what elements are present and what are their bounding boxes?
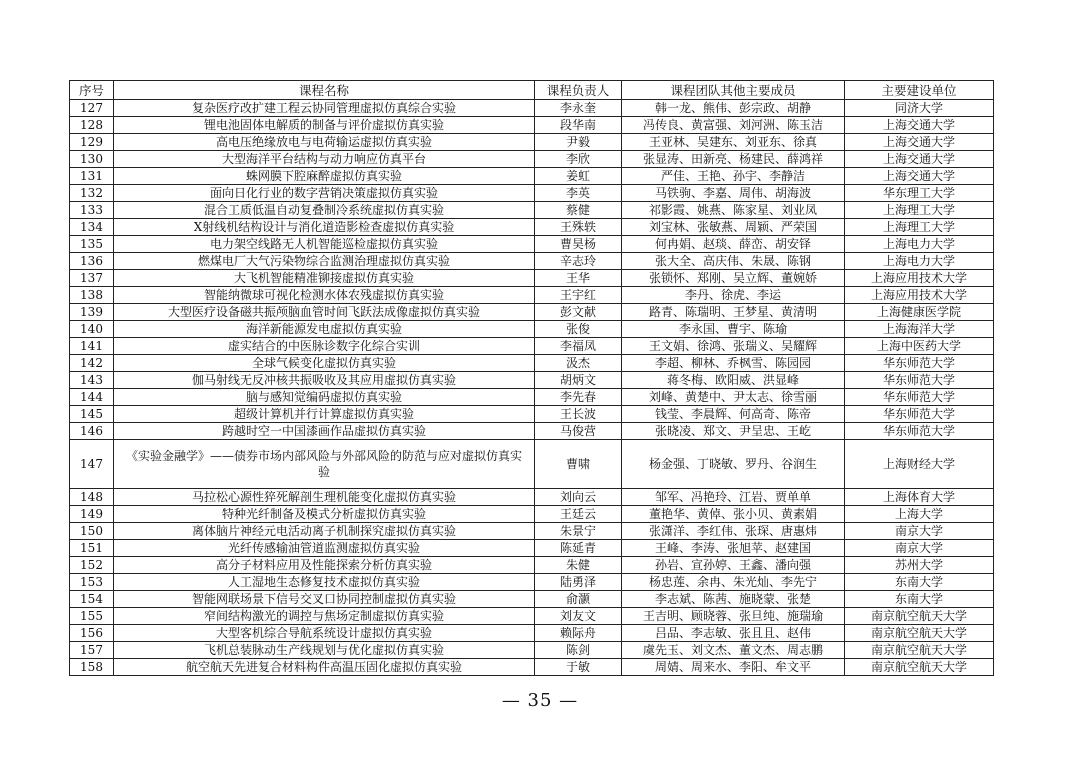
cell-institution: 上海交通大学 xyxy=(845,134,994,151)
table-row xyxy=(70,355,994,372)
cell-institution: 华东师范大学 xyxy=(845,372,994,389)
cell-course-leader: 刘友文 xyxy=(535,608,622,625)
table-row xyxy=(70,134,994,151)
cell-institution: 上海海洋大学 xyxy=(845,321,994,338)
course-table xyxy=(69,80,994,676)
cell-course-leader: 李先春 xyxy=(535,389,622,406)
cell-institution: 苏州大学 xyxy=(845,557,994,574)
cell-team-members: 王文娟、徐鸿、张瑞义、吴耀辉 xyxy=(622,338,845,355)
cell-course-leader: 段华南 xyxy=(535,117,622,134)
cell-course-leader: 李欣 xyxy=(535,151,622,168)
cell-course-leader: 尹毅 xyxy=(535,134,622,151)
cell-institution: 上海体育大学 xyxy=(845,489,994,506)
cell-institution: 上海理工大学 xyxy=(845,202,994,219)
cell-institution: 华东师范大学 xyxy=(845,355,994,372)
cell-institution: 南京大学 xyxy=(845,540,994,557)
header-index: 序号 xyxy=(70,81,114,100)
table-row xyxy=(70,523,994,540)
cell-institution: 上海健康医学院 xyxy=(845,304,994,321)
cell-course-leader: 胡炳文 xyxy=(535,372,622,389)
cell-course-leader: 李英 xyxy=(535,185,622,202)
table-row xyxy=(70,253,994,270)
table-row xyxy=(70,321,994,338)
cell-team-members: 钱莹、李晨辉、何高奇、陈帝 xyxy=(622,406,845,423)
cell-course-leader: 陈剑 xyxy=(535,642,622,659)
table-row xyxy=(70,219,994,236)
header-row xyxy=(70,81,994,100)
cell-index: 143 xyxy=(70,372,114,389)
cell-team-members: 邹军、冯艳玲、江岩、贾单单 xyxy=(622,489,845,506)
cell-index: 152 xyxy=(70,557,114,574)
cell-course-name: 海洋新能源发电虚拟仿真实验 xyxy=(114,321,535,338)
cell-course-leader: 朱健 xyxy=(535,557,622,574)
cell-index: 141 xyxy=(70,338,114,355)
table-body xyxy=(70,100,994,676)
cell-team-members: 张显涛、田新亮、杨建民、薛鸿祥 xyxy=(622,151,845,168)
cell-course-leader: 李福凤 xyxy=(535,338,622,355)
cell-team-members: 董艳华、黄倬、张小贝、黄素娟 xyxy=(622,506,845,523)
cell-course-leader: 张俊 xyxy=(535,321,622,338)
cell-institution: 上海电力大学 xyxy=(845,236,994,253)
cell-institution: 华东理工大学 xyxy=(845,185,994,202)
cell-index: 139 xyxy=(70,304,114,321)
cell-institution: 东南大学 xyxy=(845,591,994,608)
cell-team-members: 李超、柳林、乔枫雪、陈园园 xyxy=(622,355,845,372)
cell-index: 130 xyxy=(70,151,114,168)
cell-institution: 南京航空航天大学 xyxy=(845,625,994,642)
cell-team-members: 蒋冬梅、欧阳威、洪显峰 xyxy=(622,372,845,389)
cell-institution: 上海交通大学 xyxy=(845,151,994,168)
cell-team-members: 虞先玉、刘文杰、董文杰、周志鹏 xyxy=(622,642,845,659)
table-row xyxy=(70,389,994,406)
cell-institution: 上海理工大学 xyxy=(845,219,994,236)
cell-course-leader: 陈延青 xyxy=(535,540,622,557)
table-row xyxy=(70,506,994,523)
cell-team-members: 李永国、曹宇、陈瑜 xyxy=(622,321,845,338)
cell-institution: 华东师范大学 xyxy=(845,406,994,423)
cell-institution: 上海电力大学 xyxy=(845,253,994,270)
cell-course-leader: 马俊营 xyxy=(535,423,622,440)
cell-index: 145 xyxy=(70,406,114,423)
cell-course-leader: 王宇红 xyxy=(535,287,622,304)
header-institution: 主要建设单位 xyxy=(845,81,994,100)
cell-course-name: 飞机总装脉动生产线规划与优化虚拟仿真实验 xyxy=(114,642,535,659)
cell-institution: 上海交通大学 xyxy=(845,168,994,185)
cell-index: 148 xyxy=(70,489,114,506)
cell-course-leader: 王廷云 xyxy=(535,506,622,523)
cell-index: 133 xyxy=(70,202,114,219)
cell-team-members: 何冉娟、赵琰、薛峦、胡安铎 xyxy=(622,236,845,253)
cell-team-members: 张晓凌、郑文、尹呈忠、王屹 xyxy=(622,423,845,440)
table-row xyxy=(70,338,994,355)
cell-institution: 华东师范大学 xyxy=(845,423,994,440)
cell-course-name: 高分子材料应用及性能探索分析仿真实验 xyxy=(114,557,535,574)
table-row xyxy=(70,236,994,253)
cell-course-leader: 辛志玲 xyxy=(535,253,622,270)
cell-index: 158 xyxy=(70,659,114,676)
cell-course-name: 燃煤电厂大气污染物综合监测治理虚拟仿真实验 xyxy=(114,253,535,270)
cell-team-members: 周婧、周来水、李阳、牟文平 xyxy=(622,659,845,676)
cell-course-leader: 李永奎 xyxy=(535,100,622,117)
cell-team-members: 孙岩、宣孙婷、王鑫、潘向强 xyxy=(622,557,845,574)
cell-index: 142 xyxy=(70,355,114,372)
cell-index: 128 xyxy=(70,117,114,134)
cell-course-name: 窄间结构激光的调控与焦场定制虚拟仿真实验 xyxy=(114,608,535,625)
cell-course-leader: 曹啸 xyxy=(535,440,622,489)
page-number: — 35 — xyxy=(501,690,579,711)
table-row xyxy=(70,406,994,423)
cell-course-name: 人工湿地生态修复技术虚拟仿真实验 xyxy=(114,574,535,591)
cell-index: 149 xyxy=(70,506,114,523)
cell-course-name: 伽马射线无反冲核共振吸收及其应用虚拟仿真实验 xyxy=(114,372,535,389)
table-row xyxy=(70,372,994,389)
cell-institution: 上海中医药大学 xyxy=(845,338,994,355)
cell-course-leader: 王殊轶 xyxy=(535,219,622,236)
table-row xyxy=(70,304,994,321)
cell-index: 146 xyxy=(70,423,114,440)
table-row xyxy=(70,185,994,202)
cell-team-members: 张潇洋、李红伟、张琛、唐惠炜 xyxy=(622,523,845,540)
table-row xyxy=(70,151,994,168)
cell-index: 138 xyxy=(70,287,114,304)
cell-team-members: 张大全、高庆伟、朱晟、陈钢 xyxy=(622,253,845,270)
table-row xyxy=(70,489,994,506)
table-row xyxy=(70,659,994,676)
cell-course-leader: 于敏 xyxy=(535,659,622,676)
cell-team-members: 杨金强、丁晓敏、罗丹、谷润生 xyxy=(622,440,845,489)
cell-institution: 南京航空航天大学 xyxy=(845,659,994,676)
cell-institution: 上海大学 xyxy=(845,506,994,523)
cell-team-members: 韩一龙、熊伟、彭宗政、胡静 xyxy=(622,100,845,117)
cell-index: 135 xyxy=(70,236,114,253)
cell-index: 151 xyxy=(70,540,114,557)
cell-team-members: 张锁怀、郑刚、吴立辉、董婉娇 xyxy=(622,270,845,287)
cell-team-members: 杨忠莲、余冉、朱光灿、李先宁 xyxy=(622,574,845,591)
cell-course-name: 虚实结合的中医脉诊数字化综合实训 xyxy=(114,338,535,355)
cell-index: 134 xyxy=(70,219,114,236)
table-row xyxy=(70,287,994,304)
cell-institution: 上海应用技术大学 xyxy=(845,270,994,287)
cell-institution: 上海应用技术大学 xyxy=(845,287,994,304)
cell-course-leader: 赖际舟 xyxy=(535,625,622,642)
cell-team-members: 路青、陈瑞明、王梦星、黄清明 xyxy=(622,304,845,321)
cell-team-members: 吕品、李志敏、张且且、赵伟 xyxy=(622,625,845,642)
cell-team-members: 严佳、王艳、孙宇、李静洁 xyxy=(622,168,845,185)
cell-course-name: 智能网联场景下信号交叉口协同控制虚拟仿真实验 xyxy=(114,591,535,608)
cell-course-name: 大型医疗设备磁共振颅脑血管时间飞跃法成像虚拟仿真实验 xyxy=(114,304,535,321)
cell-index: 144 xyxy=(70,389,114,406)
cell-course-name: 《实验金融学》——债券市场内部风险与外部风险的防范与应对虚拟仿真实验 xyxy=(114,440,535,489)
cell-course-name: 超级计算机并行计算虚拟仿真实验 xyxy=(114,406,535,423)
cell-course-leader: 刘向云 xyxy=(535,489,622,506)
cell-course-leader: 王华 xyxy=(535,270,622,287)
cell-course-name: 马拉松心源性猝死解剖生理机能变化虚拟仿真实验 xyxy=(114,489,535,506)
cell-team-members: 马铁驹、李嘉、周伟、胡海波 xyxy=(622,185,845,202)
cell-course-name: 电力架空线路无人机智能巡检虚拟仿真实验 xyxy=(114,236,535,253)
cell-team-members: 刘峰、黄楚中、尹太志、徐雪丽 xyxy=(622,389,845,406)
cell-course-leader: 汲杰 xyxy=(535,355,622,372)
table-row xyxy=(70,117,994,134)
cell-course-leader: 朱景宁 xyxy=(535,523,622,540)
table-row xyxy=(70,423,994,440)
header-team-members: 课程团队其他主要成员 xyxy=(622,81,845,100)
table-row xyxy=(70,608,994,625)
cell-team-members: 祁影霞、姚燕、陈家星、刘业凤 xyxy=(622,202,845,219)
cell-institution: 同济大学 xyxy=(845,100,994,117)
cell-index: 137 xyxy=(70,270,114,287)
cell-course-name: 跨越时空一中国漆画作品虚拟仿真实验 xyxy=(114,423,535,440)
table-row xyxy=(70,202,994,219)
table-row xyxy=(70,574,994,591)
cell-index: 129 xyxy=(70,134,114,151)
cell-index: 154 xyxy=(70,591,114,608)
cell-course-name: 特种光纤制备及模式分析虚拟仿真实验 xyxy=(114,506,535,523)
cell-course-name: 大飞机智能精准铆接虚拟仿真实验 xyxy=(114,270,535,287)
cell-course-name: 锂电池固体电解质的制备与评价虚拟仿真实验 xyxy=(114,117,535,134)
cell-index: 140 xyxy=(70,321,114,338)
cell-institution: 上海财经大学 xyxy=(845,440,994,489)
cell-team-members: 刘宝林、张敏燕、周颖、严荣国 xyxy=(622,219,845,236)
cell-team-members: 王吉明、顾晓蓉、张旦纯、施瑞瑜 xyxy=(622,608,845,625)
cell-team-members: 李志斌、陈茜、施晓蒙、张楚 xyxy=(622,591,845,608)
cell-index: 156 xyxy=(70,625,114,642)
cell-course-leader: 蔡健 xyxy=(535,202,622,219)
table-row xyxy=(70,100,994,117)
cell-team-members: 王峰、李涛、张旭苹、赵建国 xyxy=(622,540,845,557)
table-row xyxy=(70,591,994,608)
cell-institution: 南京大学 xyxy=(845,523,994,540)
cell-course-name: 高电压绝缘放电与电荷输运虚拟仿真实验 xyxy=(114,134,535,151)
cell-team-members: 冯传良、黄富强、刘河洲、陈玉洁 xyxy=(622,117,845,134)
cell-course-name: 大型海洋平台结构与动力响应仿真平台 xyxy=(114,151,535,168)
cell-course-name: X射线机结构设计与消化道造影检查虚拟仿真实验 xyxy=(114,219,535,236)
cell-institution: 南京航空航天大学 xyxy=(845,608,994,625)
cell-index: 150 xyxy=(70,523,114,540)
table-row xyxy=(70,625,994,642)
table-row xyxy=(70,642,994,659)
cell-index: 155 xyxy=(70,608,114,625)
cell-course-leader: 姜虹 xyxy=(535,168,622,185)
table-row xyxy=(70,440,994,489)
cell-index: 136 xyxy=(70,253,114,270)
cell-course-name: 全球气候变化虚拟仿真实验 xyxy=(114,355,535,372)
cell-course-name: 光纤传感输油管道监测虚拟仿真实验 xyxy=(114,540,535,557)
cell-team-members: 李丹、徐虎、李运 xyxy=(622,287,845,304)
cell-index: 132 xyxy=(70,185,114,202)
cell-index: 153 xyxy=(70,574,114,591)
cell-institution: 上海交通大学 xyxy=(845,117,994,134)
cell-course-leader: 彭文献 xyxy=(535,304,622,321)
cell-course-name: 航空航天先进复合材料构件高温压固化虚拟仿真实验 xyxy=(114,659,535,676)
header-course-name: 课程名称 xyxy=(114,81,535,100)
cell-course-name: 蛛网膜下腔麻醉虚拟仿真实验 xyxy=(114,168,535,185)
cell-course-name: 智能纳微球可视化检测水体农残虚拟仿真实验 xyxy=(114,287,535,304)
cell-institution: 南京航空航天大学 xyxy=(845,642,994,659)
cell-course-name: 脑与感知觉编码虚拟仿真实验 xyxy=(114,389,535,406)
cell-course-leader: 陆勇泽 xyxy=(535,574,622,591)
cell-institution: 东南大学 xyxy=(845,574,994,591)
cell-course-name: 混合工质低温自动复叠制冷系统虚拟仿真实验 xyxy=(114,202,535,219)
cell-course-name: 大型客机综合导航系统设计虚拟仿真实验 xyxy=(114,625,535,642)
cell-course-name: 离体脑片神经元电活动离子机制探究虚拟仿真实验 xyxy=(114,523,535,540)
table-row xyxy=(70,540,994,557)
cell-course-leader: 曹昊杨 xyxy=(535,236,622,253)
cell-index: 157 xyxy=(70,642,114,659)
cell-course-name: 面向日化行业的数字营销决策虚拟仿真实验 xyxy=(114,185,535,202)
table-row xyxy=(70,168,994,185)
cell-course-leader: 王长波 xyxy=(535,406,622,423)
cell-index: 147 xyxy=(70,440,114,489)
cell-index: 127 xyxy=(70,100,114,117)
table-row xyxy=(70,270,994,287)
header-course-leader: 课程负责人 xyxy=(535,81,622,100)
cell-course-leader: 俞灏 xyxy=(535,591,622,608)
cell-index: 131 xyxy=(70,168,114,185)
table-row xyxy=(70,557,994,574)
cell-course-name: 复杂医疗改扩建工程云协同管理虚拟仿真综合实验 xyxy=(114,100,535,117)
cell-institution: 华东师范大学 xyxy=(845,389,994,406)
cell-team-members: 王亚林、吴建东、刘亚东、徐真 xyxy=(622,134,845,151)
